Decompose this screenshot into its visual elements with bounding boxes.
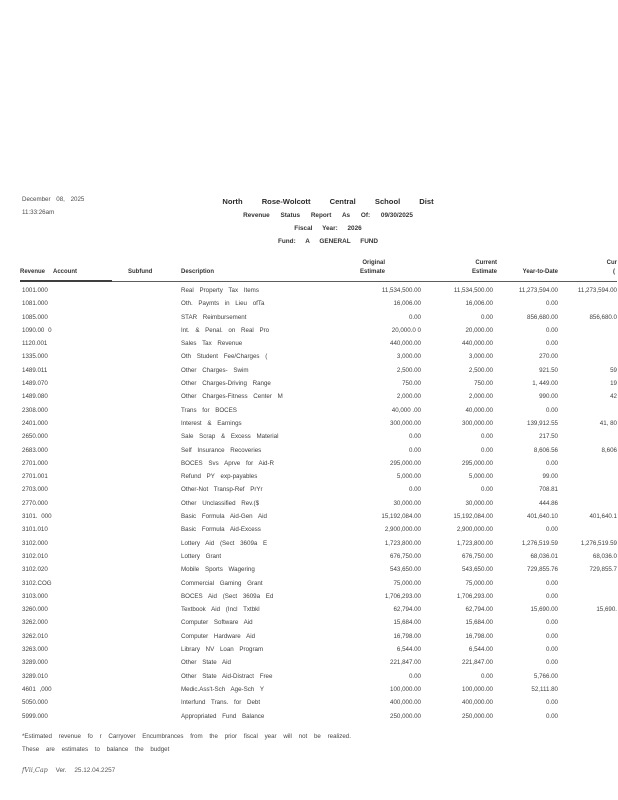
revenue-account-cell: 1489.080: [22, 393, 48, 401]
revenue-account-cell: 1489.070: [22, 380, 48, 388]
description-cell: Other State Aid: [181, 659, 231, 667]
year-to-date-cell: 729,855.76: [527, 566, 558, 574]
fund-line: Fund: A GENERAL FUND: [277, 238, 379, 245]
current-estimate-cell: 0.00: [480, 446, 493, 454]
revenue-account-cell: 5050.000: [22, 699, 48, 707]
original-estimate-cell: 750.00: [402, 380, 421, 388]
year-to-date-cell: 15,690.00: [530, 606, 558, 614]
original-estimate-cell: 30,000.00: [393, 499, 421, 507]
year-to-date-cell: 52,111.80: [531, 685, 558, 693]
original-estimate-cell: 440,000.00: [390, 340, 421, 348]
original-estimate-cell: 15,684.00: [393, 619, 421, 627]
original-estimate-cell: 0.00: [408, 313, 421, 321]
description-cell: Computer Software Aid: [181, 619, 253, 627]
table-row: [0, 377, 618, 390]
original-estimate-cell: 20,000.0 0: [391, 326, 421, 334]
description-cell: Refund PY exp-payables: [181, 473, 258, 481]
year-to-date-cell: 0.00: [545, 632, 558, 640]
clipped-column-cell: 59: [610, 366, 617, 374]
footnote-line-2: These are estimates to balance the budget: [22, 746, 170, 753]
description-cell: Lottery Grant: [181, 552, 222, 560]
current-estimate-cell: 1,723,800.00: [456, 539, 493, 547]
table-row: [0, 457, 618, 470]
current-estimate-cell: 75,000.00: [465, 579, 493, 587]
original-estimate-cell: 0.00: [408, 446, 421, 454]
table-row: [0, 523, 618, 536]
year-to-date-cell: 0.00: [545, 619, 558, 627]
table-row: [0, 696, 618, 709]
original-estimate-cell: 300,000.00: [390, 419, 421, 427]
clipped-column-cell: 19: [610, 380, 617, 388]
original-estimate-cell: 3,000.00: [396, 353, 421, 361]
clipped-column-cell: 42: [610, 393, 617, 401]
print-datetime: [22, 193, 84, 219]
description-cell: BOCES Aid (Sect 3609a Ed: [181, 592, 274, 600]
description-cell: Lottery Aid (Sect 3609a E: [181, 539, 268, 547]
original-estimate-cell: 295,000.00: [390, 459, 421, 467]
current-estimate-cell: 221,847.00: [462, 659, 493, 667]
year-to-date-cell: 5,766.00: [533, 672, 558, 680]
table-row: [0, 497, 618, 510]
year-to-date-cell: 401,640.10: [527, 513, 558, 521]
col-header-ytd: Year-to-Date: [522, 269, 558, 275]
col-header-revenue: Revenue: [20, 269, 46, 275]
description-cell: Basic Formula Aid-Gen Aid: [181, 513, 267, 521]
table-row: [0, 337, 618, 350]
original-estimate-cell: 2,500.00: [396, 366, 421, 374]
original-estimate-cell: 75,000.00: [393, 579, 421, 587]
revenue-account-cell: 1081.000: [22, 300, 48, 308]
year-to-date-cell: 0.00: [545, 526, 558, 534]
district-title: North Rose-Wolcott Central School Dist: [222, 197, 434, 206]
version-label: Ver.: [55, 767, 67, 774]
revenue-account-cell: 2701.000: [22, 459, 48, 467]
description-cell: Self Insurance Recoveries: [181, 446, 262, 454]
table-row: [0, 616, 618, 629]
revenue-account-cell: 1090.00 0: [22, 326, 52, 334]
revenue-account-cell: 3289.010: [22, 672, 48, 680]
original-estimate-cell: 221,847.00: [390, 659, 421, 667]
original-estimate-cell: 0.00: [408, 672, 421, 680]
year-to-date-cell: 217.50: [539, 433, 558, 441]
col-header-extra-2: (: [613, 269, 615, 275]
revenue-account-cell: 1489.011: [22, 366, 48, 374]
revenue-account-cell: 2701.001: [22, 473, 48, 481]
description-cell: Interest & Earnings: [181, 419, 242, 427]
current-estimate-cell: 0.00: [480, 672, 493, 680]
table-row: [0, 470, 618, 483]
original-estimate-cell: 1,723,800.00: [384, 539, 421, 547]
year-to-date-cell: 139,912.55: [527, 419, 558, 427]
current-estimate-cell: 6,544.00: [468, 646, 493, 654]
table-row: [0, 656, 618, 669]
original-estimate-cell: 11,534,500.00: [381, 287, 421, 294]
current-estimate-cell: 0.00: [480, 433, 493, 441]
footnote-line-1: *Estimated revenue fo r Carryover Encumbrances from the prior fiscal year will not be realized.: [22, 733, 351, 740]
current-estimate-cell: 3,000.00: [468, 353, 493, 361]
revenue-account-cell: 3102.000: [22, 539, 48, 547]
revenue-account-cell: 1085.000: [22, 313, 48, 321]
current-estimate-cell: 15,684.00: [465, 619, 493, 627]
current-estimate-cell: 400,000.00: [462, 699, 493, 707]
current-estimate-cell: 30,000.00: [465, 499, 493, 507]
table-row: [0, 550, 618, 563]
year-to-date-cell: 0.00: [545, 459, 558, 467]
current-estimate-cell: 62,794.00: [465, 606, 493, 614]
original-estimate-cell: 100,000.00: [390, 685, 421, 693]
clipped-column-cell: 729,855.7: [589, 566, 617, 574]
table-row: [0, 670, 618, 683]
current-estimate-cell: 750.00: [474, 380, 493, 388]
table-row: [0, 683, 618, 696]
original-estimate-cell: 16,798.00: [393, 632, 421, 640]
year-to-date-cell: 708.81: [539, 486, 558, 494]
table-row: [0, 311, 618, 324]
year-to-date-cell: 0.00: [545, 592, 558, 600]
year-to-date-cell: 1,276,519.59: [521, 539, 558, 547]
col-header-original-2: Estimate: [359, 269, 385, 275]
description-cell: Basic Formula Aid-Excess: [181, 526, 261, 534]
description-cell: Other-Not Transp-Ref PrYr: [181, 486, 263, 494]
original-estimate-cell: 676,750.00: [390, 552, 421, 560]
year-to-date-cell: 856,680.00: [527, 313, 558, 321]
description-cell: Oth. Paymts in Lieu ofTa: [181, 300, 265, 308]
revenue-account-cell: 3102.020: [22, 566, 48, 574]
description-cell: Textbook Aid (Incl Txtbkl: [181, 606, 260, 614]
current-estimate-cell: 0.00: [480, 486, 493, 494]
current-estimate-cell: 300,000.00: [462, 419, 493, 427]
description-cell: Other Charges-Driving Range: [181, 380, 271, 388]
col-header-subfund: Subfund: [128, 269, 153, 275]
current-estimate-cell: 15,192,084.00: [453, 513, 493, 521]
revenue-account-cell: 1335.000: [22, 353, 48, 361]
table-row: [0, 364, 618, 377]
description-cell: Other Charges-Fitness Center M: [181, 393, 283, 401]
table-row: [0, 630, 618, 643]
current-estimate-cell: 440,000.00: [462, 340, 493, 348]
description-cell: Real Property Tax Items: [181, 287, 259, 294]
revenue-account-cell: 3262.010: [22, 632, 48, 640]
table-row: [0, 510, 618, 523]
original-estimate-cell: 2,000.00: [396, 393, 421, 401]
original-estimate-cell: 2,900,000.00: [384, 526, 421, 534]
table-row: [0, 390, 618, 403]
year-to-date-cell: 11,273,594.00: [518, 287, 558, 294]
revenue-account-cell: 2770.000: [22, 499, 48, 507]
description-cell: Commercial Gaming Grant: [181, 579, 263, 587]
current-estimate-cell: 40,000.00: [465, 406, 493, 414]
table-row: [0, 444, 618, 457]
col-header-original-1: Original: [362, 260, 385, 266]
description-cell: Other Charges- Swim: [181, 366, 249, 374]
original-estimate-cell: 40,000 .00: [391, 406, 421, 414]
current-estimate-cell: 2,000.00: [468, 393, 493, 401]
year-to-date-cell: 0.00: [545, 326, 558, 334]
print-time: 11:33:26am: [22, 209, 55, 216]
clipped-column-cell: 15,690.: [596, 606, 617, 614]
clipped-column-cell: 8,606: [601, 446, 617, 454]
year-to-date-cell: 0.00: [545, 646, 558, 654]
revenue-account-cell: 4601 ,000: [22, 685, 52, 693]
version-number: 25.12.04.2257: [74, 767, 116, 774]
description-cell: Interfund Trans. for Debt: [181, 699, 261, 707]
table-row: [0, 417, 618, 430]
description-cell: Oth Student Fee/Charges (: [181, 353, 268, 361]
revenue-account-cell: 3102.010: [22, 552, 48, 560]
table-row: [0, 710, 618, 723]
original-estimate-cell: 5,000.00: [396, 473, 421, 481]
table-row: [0, 577, 618, 590]
col-header-current-1: Current: [475, 260, 497, 266]
year-to-date-cell: 921.50: [539, 366, 558, 374]
table-row: [0, 297, 618, 310]
year-to-date-cell: 444.86: [539, 499, 558, 507]
revenue-account-cell: 2703.000: [22, 486, 48, 494]
year-to-date-cell: 0.00: [545, 699, 558, 707]
description-cell: Sale Scrap & Excess Material: [181, 433, 279, 441]
original-estimate-cell: 0.00: [408, 486, 421, 494]
col-header-account: Account: [53, 269, 77, 275]
revenue-account-cell: 2401.000: [22, 419, 48, 427]
original-estimate-cell: 15,192,084.00: [381, 513, 421, 521]
table-row: [0, 563, 618, 576]
table-row: [0, 284, 618, 297]
revenue-account-cell: 2650.000: [22, 433, 48, 441]
description-cell: Sales Tax Revenue: [181, 340, 243, 348]
current-estimate-cell: 100,000.00: [462, 685, 493, 693]
current-estimate-cell: 543,650.00: [462, 566, 493, 574]
table-row: [0, 483, 618, 496]
revenue-account-cell: 2308.000: [22, 406, 48, 414]
revenue-account-cell: 1001.000: [22, 287, 48, 294]
clipped-column-cell: 401,640.1: [589, 513, 617, 521]
original-estimate-cell: 62,794.00: [393, 606, 421, 614]
revenue-account-cell: 3101.010: [22, 526, 48, 534]
fiscal-year-line: Fiscal Year: 2026: [294, 225, 362, 232]
table-row: [0, 430, 618, 443]
year-to-date-cell: 990.00: [539, 393, 558, 401]
year-to-date-cell: 99.00: [542, 473, 558, 481]
description-cell: STAR Reimbursement: [181, 313, 247, 321]
revenue-account-cell: 3289.000: [22, 659, 48, 667]
current-estimate-cell: 295,000.00: [462, 459, 493, 467]
clipped-column-cell: 41, 80: [599, 419, 617, 427]
revenue-account-cell: 1120.001: [22, 340, 48, 348]
table-row: [0, 603, 618, 616]
revenue-account-cell: 3260.000: [22, 606, 48, 614]
current-estimate-cell: 16,006.00: [465, 300, 493, 308]
description-cell: Mobile Sports Wagering: [181, 566, 255, 574]
col-header-current-2: Estimate: [471, 269, 497, 275]
original-estimate-cell: 400,000.00: [390, 699, 421, 707]
description-cell: Int. & Penal. on Real Pro: [181, 326, 270, 334]
revenue-account-cell: 3262.000: [22, 619, 48, 627]
year-to-date-cell: 1, 449.00: [532, 380, 558, 388]
report-title-line: Revenue Status Report As Of: 09/30/2025: [243, 212, 413, 219]
year-to-date-cell: 0.00: [545, 712, 558, 720]
app-name: fVii,Cap: [22, 766, 48, 774]
year-to-date-cell: 68,036.01: [530, 552, 558, 560]
clipped-column-cell: 11,273,594.00: [577, 287, 617, 294]
table-row: [0, 404, 618, 417]
clipped-column-cell: 68,036.0: [592, 552, 617, 560]
current-estimate-cell: 20,000.00: [465, 326, 493, 334]
table-row: [0, 643, 618, 656]
clipped-column-cell: 1,276,519.59: [580, 539, 617, 547]
current-estimate-cell: 16,798.00: [465, 632, 493, 640]
current-estimate-cell: 2,500.00: [468, 366, 493, 374]
current-estimate-cell: 5,000.00: [468, 473, 493, 481]
revenue-account-cell: 3263.000: [22, 646, 48, 654]
header-divider-dark-segment: [20, 280, 112, 282]
description-cell: Trans for BOCES: [181, 406, 237, 414]
col-header-description: Description: [181, 269, 215, 275]
current-estimate-cell: 2,900,000.00: [456, 526, 493, 534]
table-row: [0, 350, 618, 363]
description-cell: BOCES Svs Aprve for Aid-R: [181, 459, 275, 467]
print-date: December 08, 2025: [22, 196, 85, 203]
year-to-date-cell: 0.00: [545, 579, 558, 587]
year-to-date-cell: 0.00: [545, 340, 558, 348]
revenue-account-cell: 3101. 000: [22, 513, 52, 521]
table-body: [0, 284, 618, 723]
original-estimate-cell: 16,006.00: [393, 300, 421, 308]
original-estimate-cell: 1,706,293.00: [384, 592, 421, 600]
description-cell: Medic.Ass't-Sch Age-Sch Y: [181, 685, 265, 693]
year-to-date-cell: 0.00: [545, 659, 558, 667]
current-estimate-cell: 0.00: [480, 313, 493, 321]
current-estimate-cell: 11,534,500.00: [453, 287, 493, 294]
current-estimate-cell: 250,000.00: [462, 712, 493, 720]
description-cell: Other State Aid-Distract Free: [181, 672, 273, 680]
revenue-account-cell: 5999.000: [22, 712, 48, 720]
clipped-column-cell: 856,680.0: [589, 313, 617, 321]
revenue-account-cell: 3102.COG: [22, 579, 52, 587]
original-estimate-cell: 250,000.00: [390, 712, 421, 720]
current-estimate-cell: 1,706,293.00: [456, 592, 493, 600]
revenue-account-cell: 2683.000: [22, 446, 48, 454]
original-estimate-cell: 543,650.00: [390, 566, 421, 574]
table-row: [0, 324, 618, 337]
table-row: [0, 537, 618, 550]
col-header-extra-1: Cur: [606, 260, 617, 266]
revenue-account-cell: 3103.000: [22, 592, 48, 600]
year-to-date-cell: 0.00: [545, 406, 558, 414]
original-estimate-cell: 6,544.00: [396, 646, 421, 654]
description-cell: Appropriated Fund Balance: [181, 712, 265, 720]
description-cell: Computer Hardware Aid: [181, 632, 256, 640]
original-estimate-cell: 0.00: [408, 433, 421, 441]
description-cell: Other Unclassified Rev.($: [181, 499, 260, 507]
table-row: [0, 590, 618, 603]
description-cell: Library NV Loan Program: [181, 646, 264, 654]
app-version-line: [22, 766, 115, 774]
year-to-date-cell: 8,606.56: [533, 446, 558, 454]
year-to-date-cell: 270.00: [539, 353, 558, 361]
current-estimate-cell: 676,750.00: [462, 552, 493, 560]
year-to-date-cell: 0.00: [545, 300, 558, 308]
